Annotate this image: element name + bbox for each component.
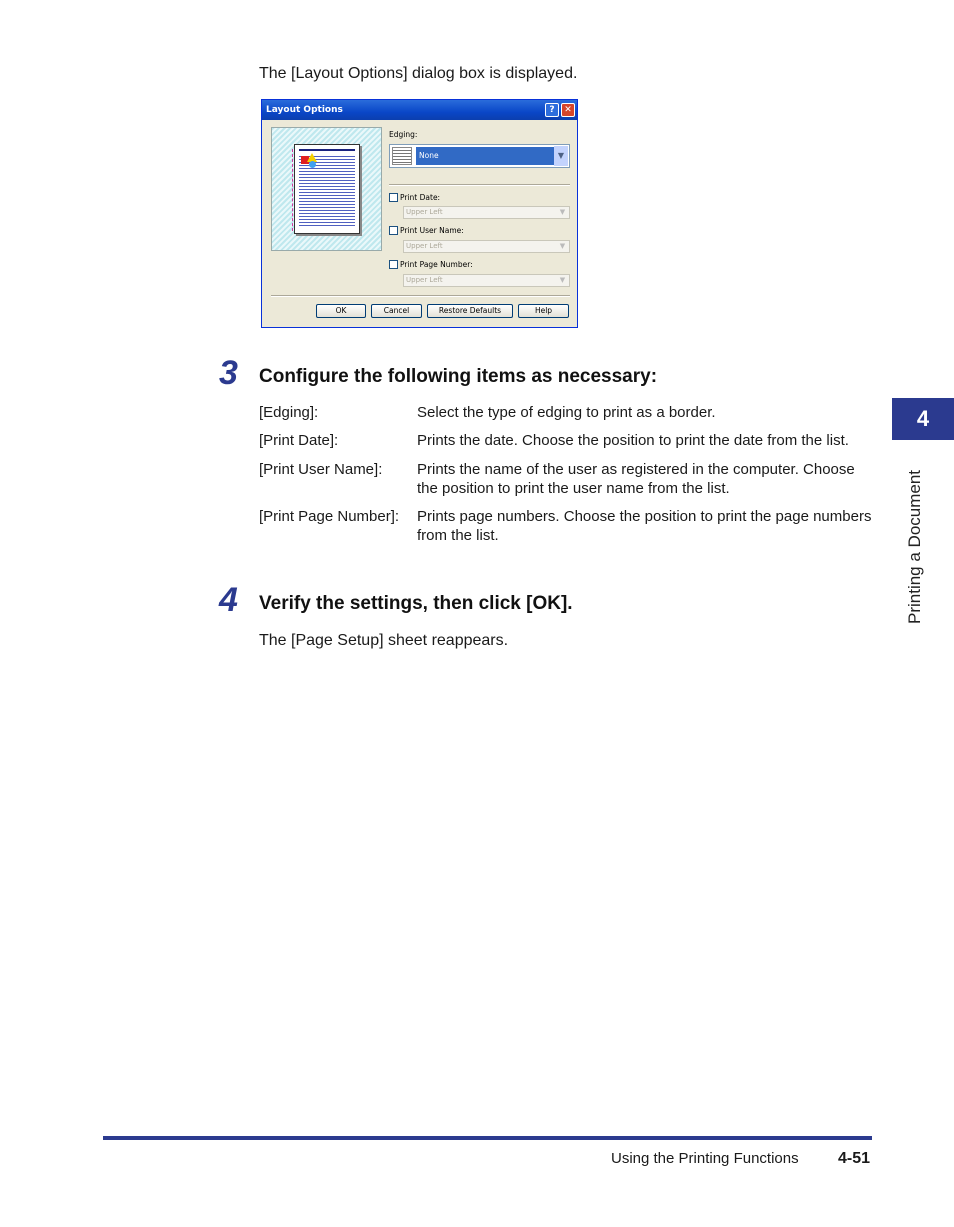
edging-select[interactable] — [389, 144, 570, 168]
print-page-number-select[interactable] — [403, 274, 570, 287]
paper-preview-icon — [294, 144, 360, 234]
separator — [271, 295, 570, 297]
print-page-number-checkbox[interactable] — [389, 260, 398, 269]
separator — [389, 184, 570, 186]
term-print-user-name: [Print User Name]: — [259, 461, 383, 478]
term-edging: [Edging]: — [259, 404, 319, 421]
desc-print-date: Prints the date. Choose the position to print the date from the list. — [417, 432, 849, 449]
edging-thumbnail-icon — [392, 147, 412, 165]
print-user-name-checkbox[interactable] — [389, 226, 398, 235]
desc-print-user-name: Prints the name of the user as registered in the computer. Choose the position to print the user name from the list. — [417, 461, 855, 497]
desc-print-page-number: Prints page numbers. Choose the position to print the page numbers from the list. — [417, 508, 872, 544]
chevron-down-icon[interactable]: ▼ — [554, 146, 568, 166]
footer-rule — [103, 1136, 872, 1140]
footer-section: Using the Printing Functions — [611, 1150, 799, 1167]
help-icon[interactable]: ? — [545, 103, 559, 117]
dialog-title: Layout Options — [262, 100, 577, 120]
print-date-value: Upper Left — [406, 208, 443, 216]
ok-button[interactable]: OK — [316, 304, 366, 318]
edging-value: None — [416, 147, 555, 165]
restore-defaults-button[interactable]: Restore Defaults — [427, 304, 513, 318]
desc-edging: Select the type of edging to print as a border. — [417, 404, 716, 421]
print-user-name-value: Upper Left — [406, 242, 443, 250]
step-4-result: The [Page Setup] sheet reappears. — [259, 632, 509, 649]
print-user-name-select[interactable] — [403, 240, 570, 253]
chapter-title: Printing a Document — [905, 469, 924, 624]
print-user-name-label: Print User Name: — [400, 226, 464, 235]
term-print-date: [Print Date]: — [259, 432, 339, 449]
chapter-side-label — [905, 446, 929, 626]
help-button[interactable]: Help — [518, 304, 569, 318]
print-date-checkbox[interactable] — [389, 193, 398, 202]
chevron-down-icon: ▼ — [559, 242, 566, 250]
close-icon[interactable]: ✕ — [561, 103, 575, 117]
step-3-heading: Configure the following items as necessary: — [259, 366, 658, 387]
cancel-button[interactable]: Cancel — [371, 304, 422, 318]
edging-label: Edging: — [389, 130, 418, 139]
print-date-label: Print Date: — [400, 193, 441, 202]
print-page-number-label: Print Page Number: — [400, 260, 473, 269]
term-print-page-number: [Print Page Number]: — [259, 508, 400, 525]
page-number: 4-51 — [838, 1150, 871, 1167]
layout-options-dialog — [261, 99, 578, 328]
print-page-number-value: Upper Left — [406, 276, 443, 284]
step-3-number: 3 — [219, 354, 238, 392]
print-date-select[interactable] — [403, 206, 570, 219]
chapter-tab: 4 — [892, 398, 954, 440]
step-4-number: 4 — [219, 581, 238, 619]
step-4-heading: Verify the settings, then click [OK]. — [259, 593, 573, 614]
chevron-down-icon: ▼ — [559, 208, 566, 216]
intro-text: The [Layout Options] dialog box is displayed. — [259, 65, 578, 82]
chevron-down-icon: ▼ — [559, 276, 566, 284]
layout-preview — [271, 127, 382, 251]
